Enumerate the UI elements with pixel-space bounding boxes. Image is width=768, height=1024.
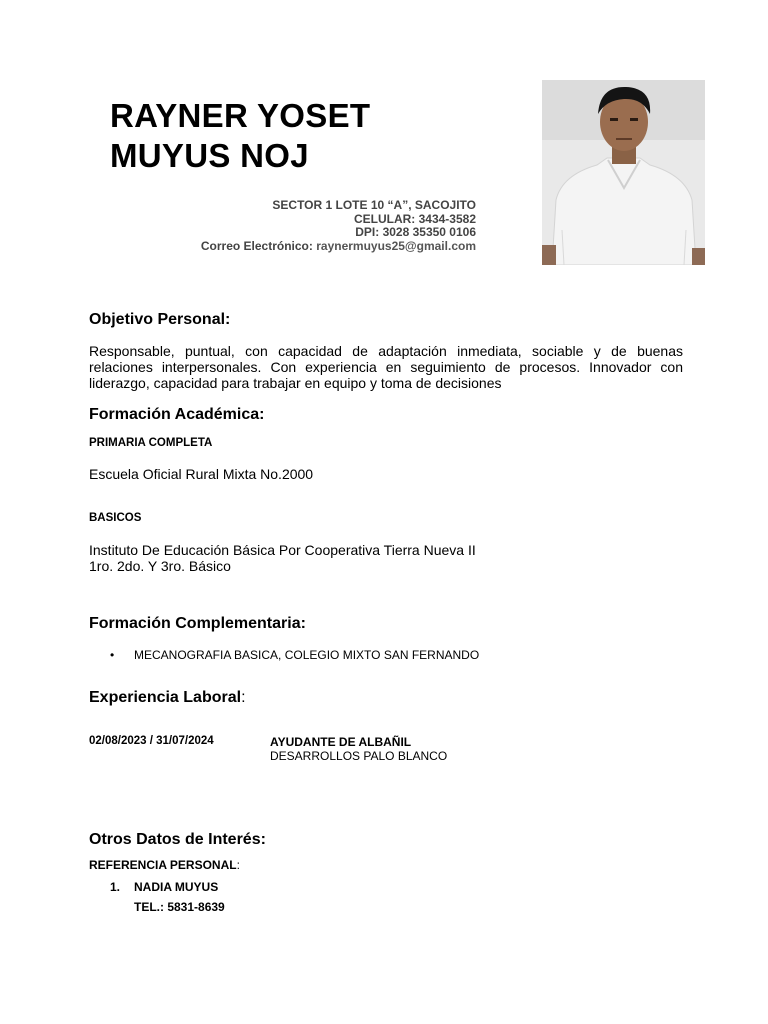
primary-level: PRIMARIA COMPLETA <box>89 437 213 449</box>
basic-level: BASICOS <box>89 512 142 524</box>
experience-heading <box>89 689 246 707</box>
experience-heading-text: Experiencia Laboral <box>89 689 242 706</box>
reference-label <box>89 858 240 872</box>
experience-heading-colon: : <box>241 689 246 706</box>
basic-school: Instituto De Educación Básica Por Cooperativa Tierra Nueva II <box>89 542 476 558</box>
email-value: raynermuyus25@gmail.com <box>316 238 476 253</box>
reference-number: 1. <box>110 880 121 894</box>
complementary-item-text: MECANOGRAFIA BASICA, COLEGIO MIXTO SAN FERNANDO <box>134 648 480 662</box>
basic-grades: 1ro. 2do. Y 3ro. Básico <box>89 558 231 574</box>
portrait-illustration <box>542 80 705 265</box>
objective-heading: Objetivo Personal: <box>89 311 231 328</box>
reference-phone: TEL.: 5831-8639 <box>134 900 225 914</box>
reference-name: NADIA MUYUS <box>134 880 219 894</box>
name-second-line: MUYUS NOJ <box>110 137 309 174</box>
name-first-line: RAYNER YOSET <box>110 97 371 134</box>
reference-item <box>110 880 218 894</box>
job-dates: 02/08/2023 / 31/07/2024 <box>89 735 214 747</box>
complementary-item <box>110 648 479 662</box>
email-label: Correo Electrónico: <box>200 238 317 253</box>
portrait-photo <box>542 80 705 265</box>
complementary-heading: Formación Complementaria: <box>89 615 306 632</box>
phone-line: CELULAR: 3434-3582 <box>353 211 476 226</box>
job-company: DESARROLLOS PALO BLANCO <box>270 749 448 763</box>
reference-label-text: REFERENCIA PERSONAL <box>89 858 237 872</box>
objective-text: Responsable, puntual, con capacidad de adaptación inmediata, sociable y de buenas relaciones interpersonales. Con experiencia en seguimiento de procesos. Innovador con liderazgo, capacidad para trabajar en equipo y toma de decisiones <box>89 343 683 391</box>
job-title: AYUDANTE DE ALBAÑIL <box>270 735 412 749</box>
bullet-icon: • <box>110 648 115 662</box>
primary-school: Escuela Oficial Rural Mixta No.2000 <box>89 466 314 482</box>
address-line: SECTOR 1 LOTE 10 “A”, SACOJITO <box>272 198 476 212</box>
contact-block <box>96 199 476 253</box>
other-heading: Otros Datos de Interés: <box>89 831 266 848</box>
education-heading: Formación Académica: <box>89 406 265 423</box>
reference-label-colon: : <box>236 858 240 872</box>
dpi-line: DPI: 3028 35350 0106 <box>355 225 476 239</box>
email-line <box>96 240 476 254</box>
